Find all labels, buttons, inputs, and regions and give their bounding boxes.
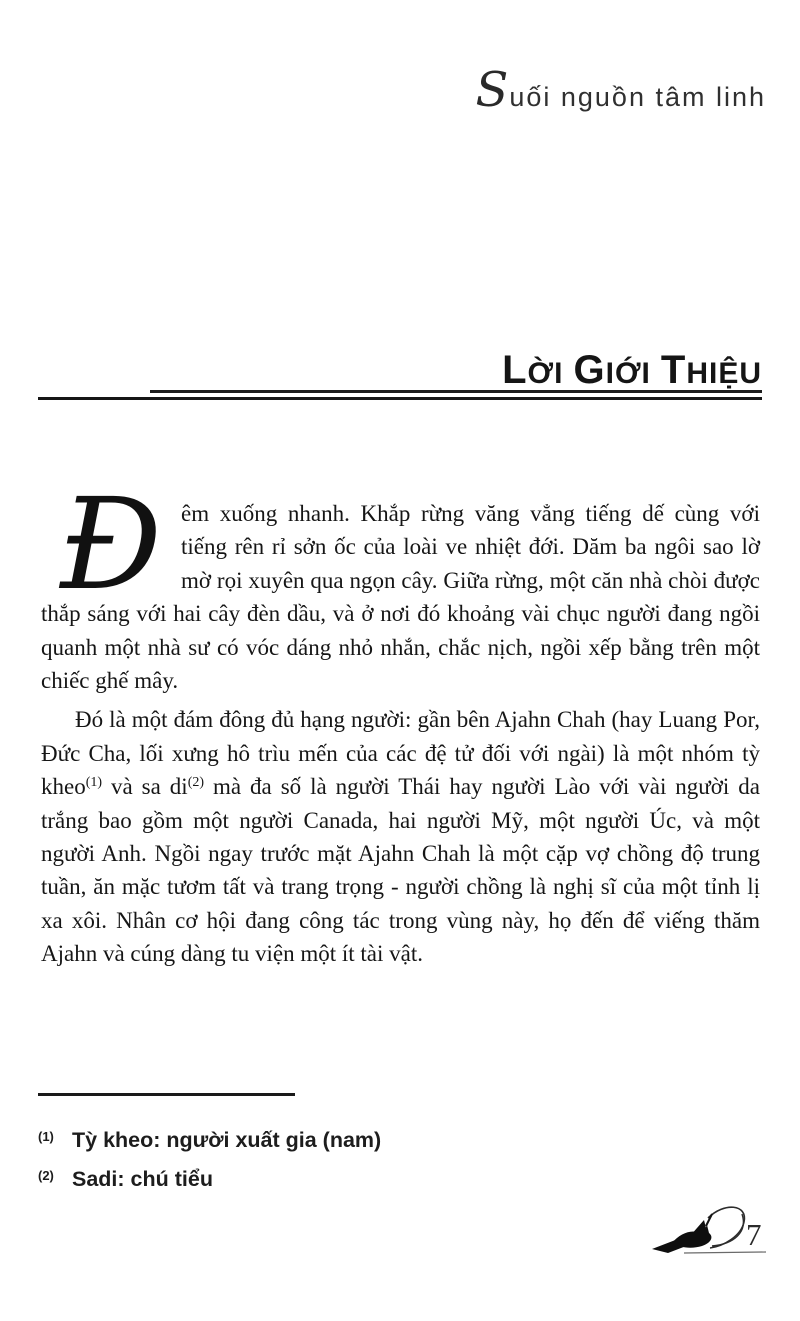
running-header (475, 62, 766, 118)
footnote-separator (38, 1093, 295, 1096)
footnote-1-text: Tỳ kheo: người xuất gia (nam) (72, 1127, 382, 1152)
paragraph-2-text-c: mà đa số là người Thái hay người Lào với vài người da trắng bao gồm một người Canada, hai người Mỹ, một người Úc, và một người Anh. Ngồi ngay trước mặt Ajahn Chah là một cặp vợ chồng độ trung tuần, ăn mặc tươm tất và trang trọng - người chồng là nghị sĩ của một tỉnh lị xa xôi. Nhân cơ hội đang công tác trong vùng này, họ đến để viếng thăm Ajahn và cúng dàng tu viện một ít tài vật. (41, 774, 760, 967)
title-rule-thick (38, 397, 762, 401)
paragraph-2 (41, 703, 760, 970)
footnotes-section (38, 1093, 760, 1200)
paragraph-1 (41, 471, 760, 697)
paragraph-2-text-a: Đó là một đám đông đủ hạng người: gần bên Ajahn Chah (hay Luang Por, Đức Cha, lối xưng hô trìu mến của các đệ tử đối với ngài) là một nhóm tỳ kheo (41, 707, 760, 800)
footnote-2-marker: (2) (38, 1167, 54, 1183)
running-header-initial: S (475, 62, 509, 118)
chapter-title-block (38, 350, 762, 400)
footnote-ref-1: (1) (85, 775, 103, 791)
body-text (41, 471, 760, 971)
paragraph-1-text: êm xuống nhanh. Khắp rừng văng vẳng tiếng dế cùng với tiếng rên rỉ sởn ốc của loài ve nhiệt đới. Dăm ba ngôi sao lờ mờ rọi xuyên qua ngọn cây. Giữa rừng, một căn nhà chòi được thắp sáng với hai cây đèn dầu, và ở nơi đó khoảng vài chục người đang ngồi quanh một nhà sư có vóc dáng nhỏ nhắn, chắc nịch, ngồi xếp bằng trên một chiếc ghế mây. (41, 501, 760, 694)
title-word-3-cap: T (660, 348, 687, 392)
footnote-list (38, 1122, 760, 1200)
title-word-1-rest: ỜI (527, 357, 564, 390)
footnote-item-1 (38, 1122, 760, 1161)
footnote-ref-2: (2) (187, 775, 205, 791)
running-header-text: uối nguồn tâm linh (509, 82, 766, 112)
chapter-title (38, 350, 762, 394)
title-word-2-cap: G (573, 348, 606, 392)
paragraph-2-text-b: và sa di (102, 774, 188, 800)
footnote-item-2 (38, 1161, 760, 1200)
dropcap-letter: Đ (60, 471, 162, 618)
title-word-3-rest: HIỆU (686, 357, 762, 390)
footnote-1-marker: (1) (38, 1128, 54, 1144)
page-number: 7 (746, 1217, 762, 1252)
title-word-1-cap: L (502, 348, 528, 392)
title-word-2-rest: IỚI (605, 357, 651, 390)
footnote-2-text: Sadi: chú tiểu (72, 1166, 213, 1191)
